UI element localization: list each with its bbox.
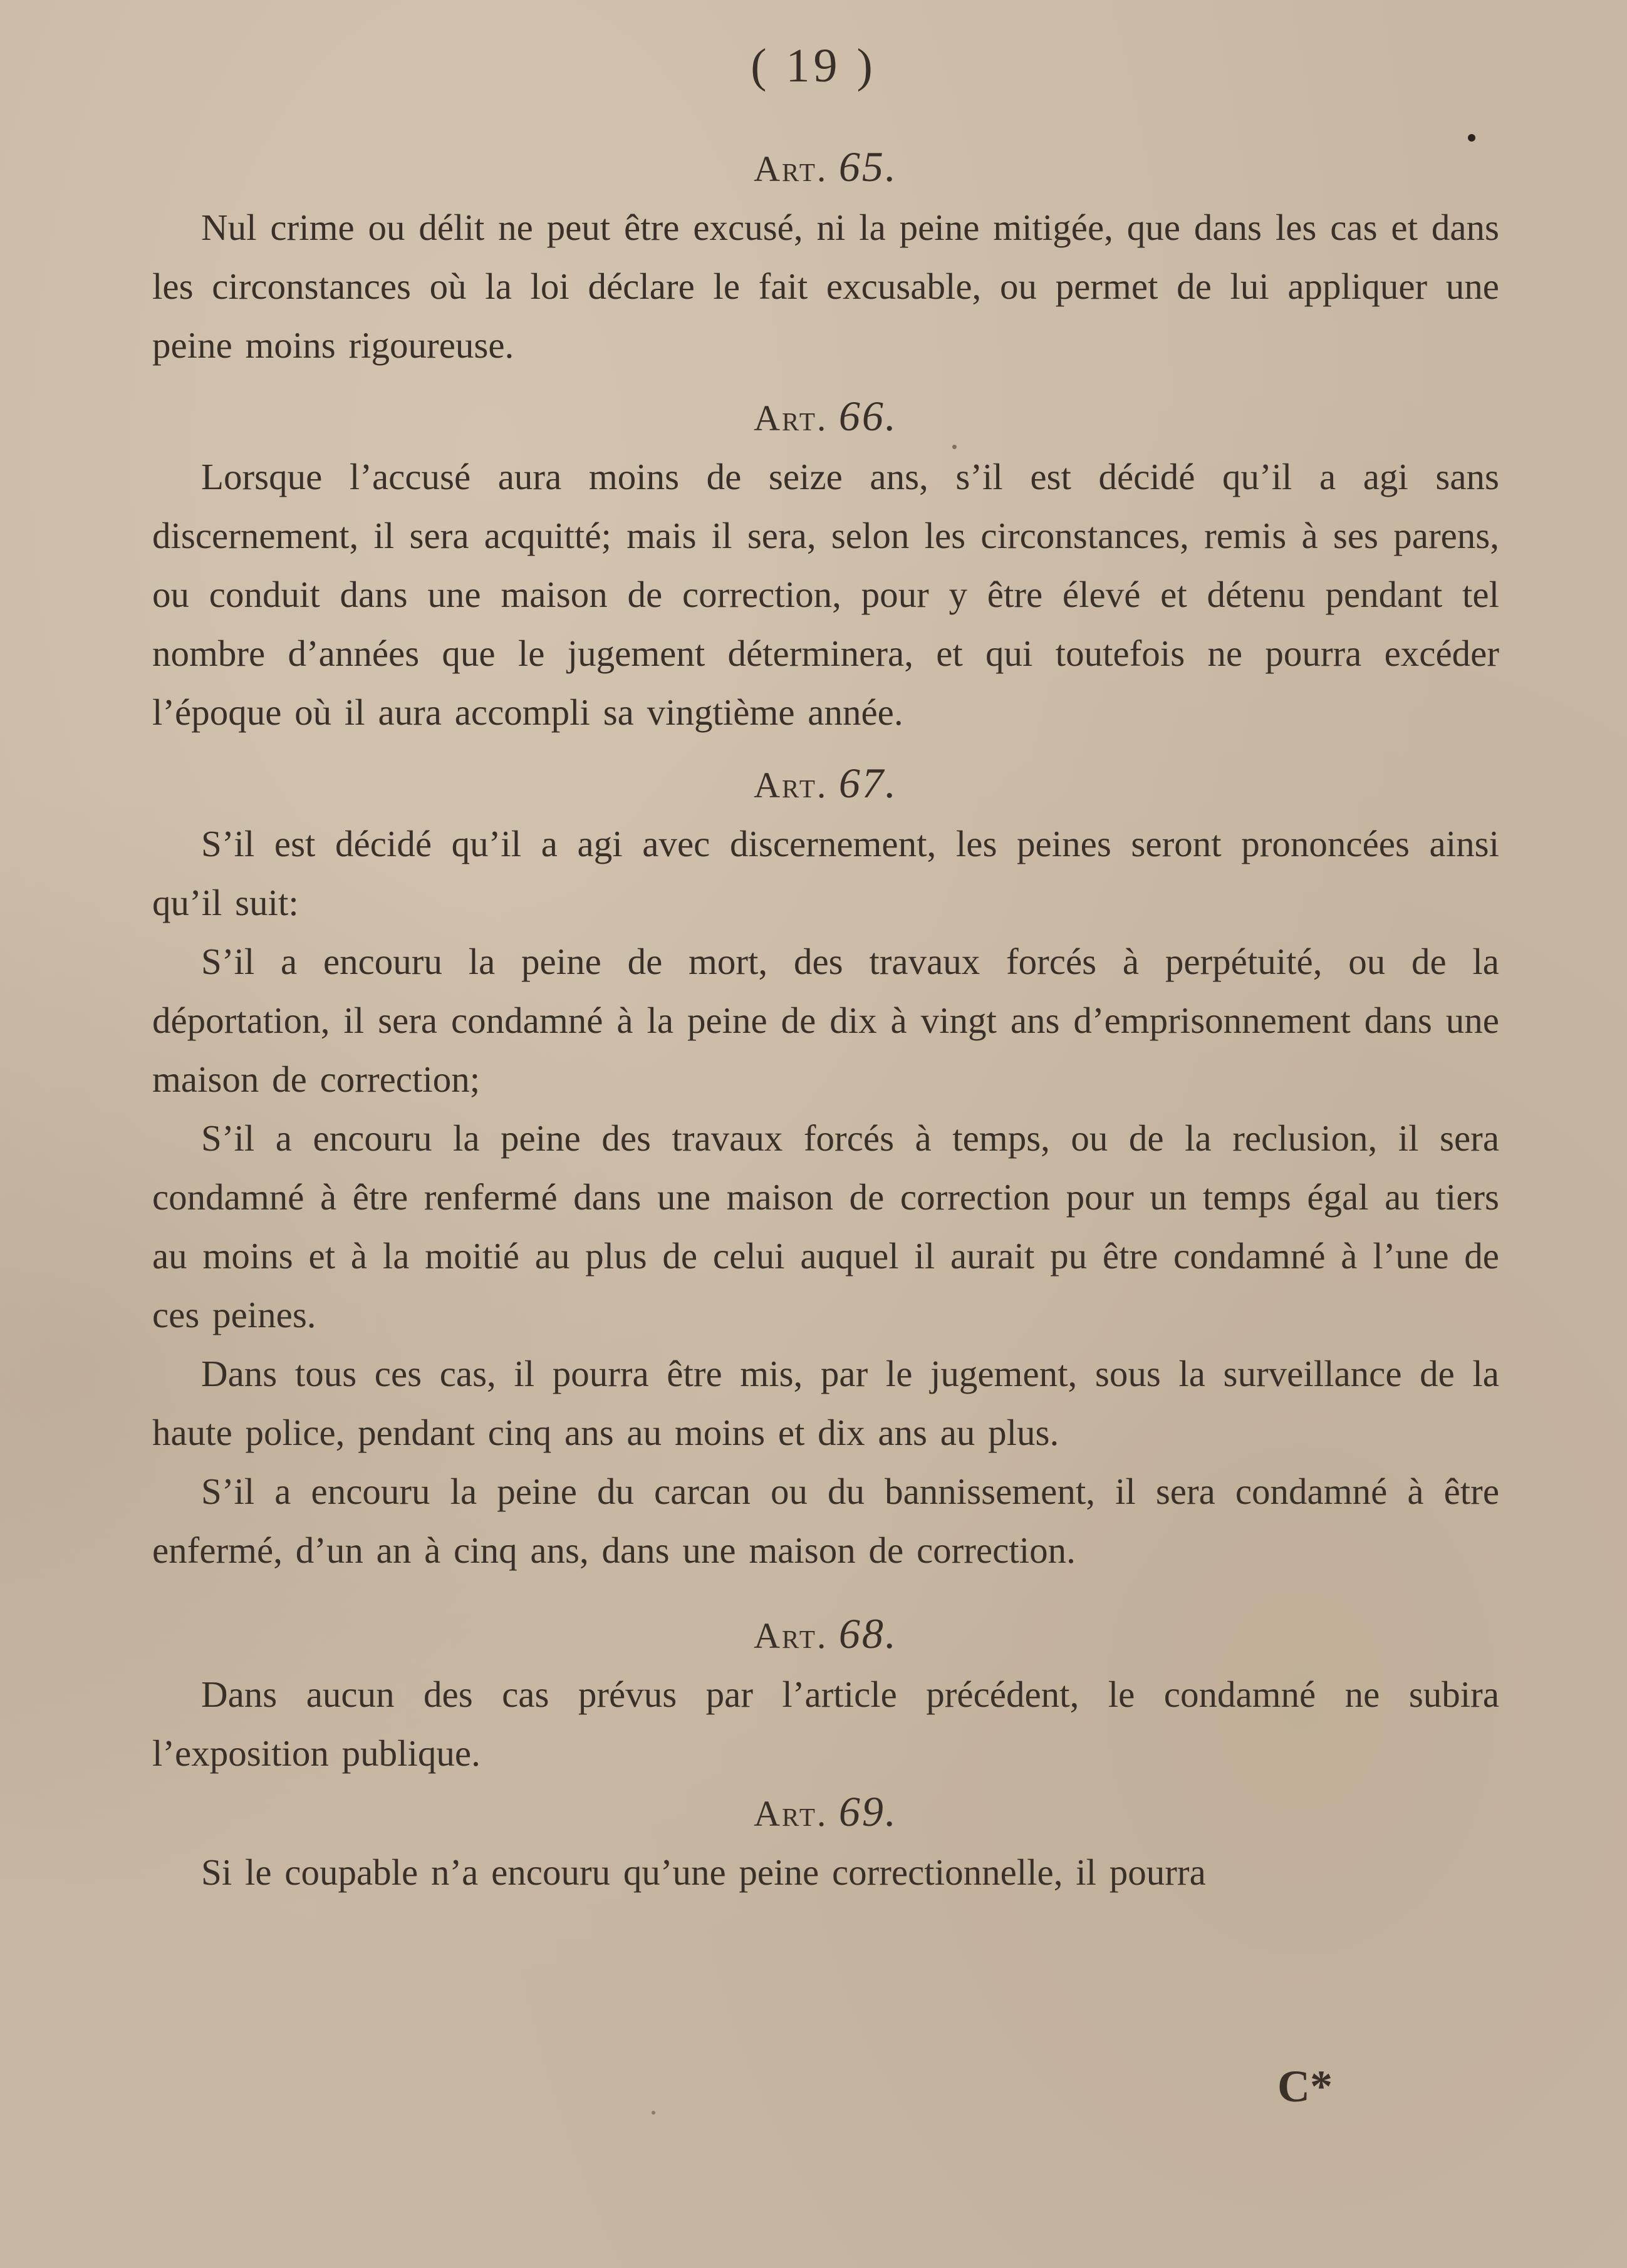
article-paragraph: S’il a encouru la peine des travaux forcés à temps, ou de la reclusion, il sera condamné à être renfermé dans une maison de correction pour un temps égal au tiers au moins et à la moitié au plus de celui auquel il aurait pu être condamné à l’une de ces peines.	[152, 1117, 1499, 1335]
article-heading-prefix: Art.	[754, 1615, 828, 1656]
article-paragraph: Nul crime ou délit ne peut être excusé, ni la peine mitigée, que dans les cas et dans les circonstances où la loi déclare le fait excusable, ou permet de lui appliquer une peine moins rigoureuse.	[152, 207, 1499, 366]
catchword: C*	[1277, 2061, 1333, 2111]
article-heading	[152, 754, 1499, 814]
ink-speck	[952, 445, 957, 449]
article-heading-number: 65.	[838, 143, 898, 190]
article-paragraph: Si le coupable n’a encouru qu’une peine correctionnelle, il pourra	[201, 1851, 1206, 1893]
ink-speck	[1468, 134, 1475, 142]
article-heading-prefix: Art.	[754, 398, 828, 438]
article-heading-prefix: Art.	[754, 1793, 828, 1834]
article-heading-prefix: Art.	[754, 148, 828, 189]
article-heading-prefix: Art.	[754, 765, 828, 805]
article-heading	[152, 1605, 1499, 1665]
article-paragraph: Dans aucun des cas prévus par l’article précédent, le condamné ne subira l’exposition publique.	[152, 1674, 1499, 1774]
article-heading-number: 68.	[838, 1610, 898, 1657]
article-paragraph: Lorsque l’accusé aura moins de seize ans, s’il est décidé qu’il a agi sans discernement, il sera acquitté; mais il sera, selon les circonstances, remis à ses parens, ou conduit dans une maison de correction, pour y être élevé et détenu pendant tel nombre d’années que le jugement déterminera, et qui toutefois ne pourra excéder l’époque où il aura accompli sa vingtième année.	[152, 456, 1499, 733]
page-number: ( 19 )	[751, 39, 876, 92]
article-heading-number: 66.	[838, 392, 898, 440]
article-paragraph: S’il est décidé qu’il a agi avec discernement, les peines seront prononcées ainsi qu’il suit:	[152, 823, 1499, 923]
article-heading	[152, 138, 1499, 198]
article-paragraph: S’il a encouru la peine du carcan ou du bannissement, il sera condamné à être enfermé, d’un an à cinq ans, dans une maison de correction.	[152, 1471, 1499, 1571]
article-heading	[152, 387, 1499, 447]
article-paragraph: Dans tous ces cas, il pourra être mis, par le jugement, sous la surveillance de la haute police, pendant cinq ans au moins et dix ans au plus.	[152, 1353, 1499, 1453]
article-heading-number: 69.	[838, 1788, 898, 1835]
article-heading-number: 67.	[838, 759, 898, 807]
article-heading	[152, 1783, 1499, 1843]
ink-speck	[652, 2111, 655, 2115]
text-block	[152, 138, 1499, 1902]
article-paragraph: S’il a encouru la peine de mort, des travaux forcés à perpétuité, ou de la déportation, il sera condamné à la peine de dix à vingt ans d’emprisonnement dans une maison de correction;	[152, 941, 1499, 1100]
